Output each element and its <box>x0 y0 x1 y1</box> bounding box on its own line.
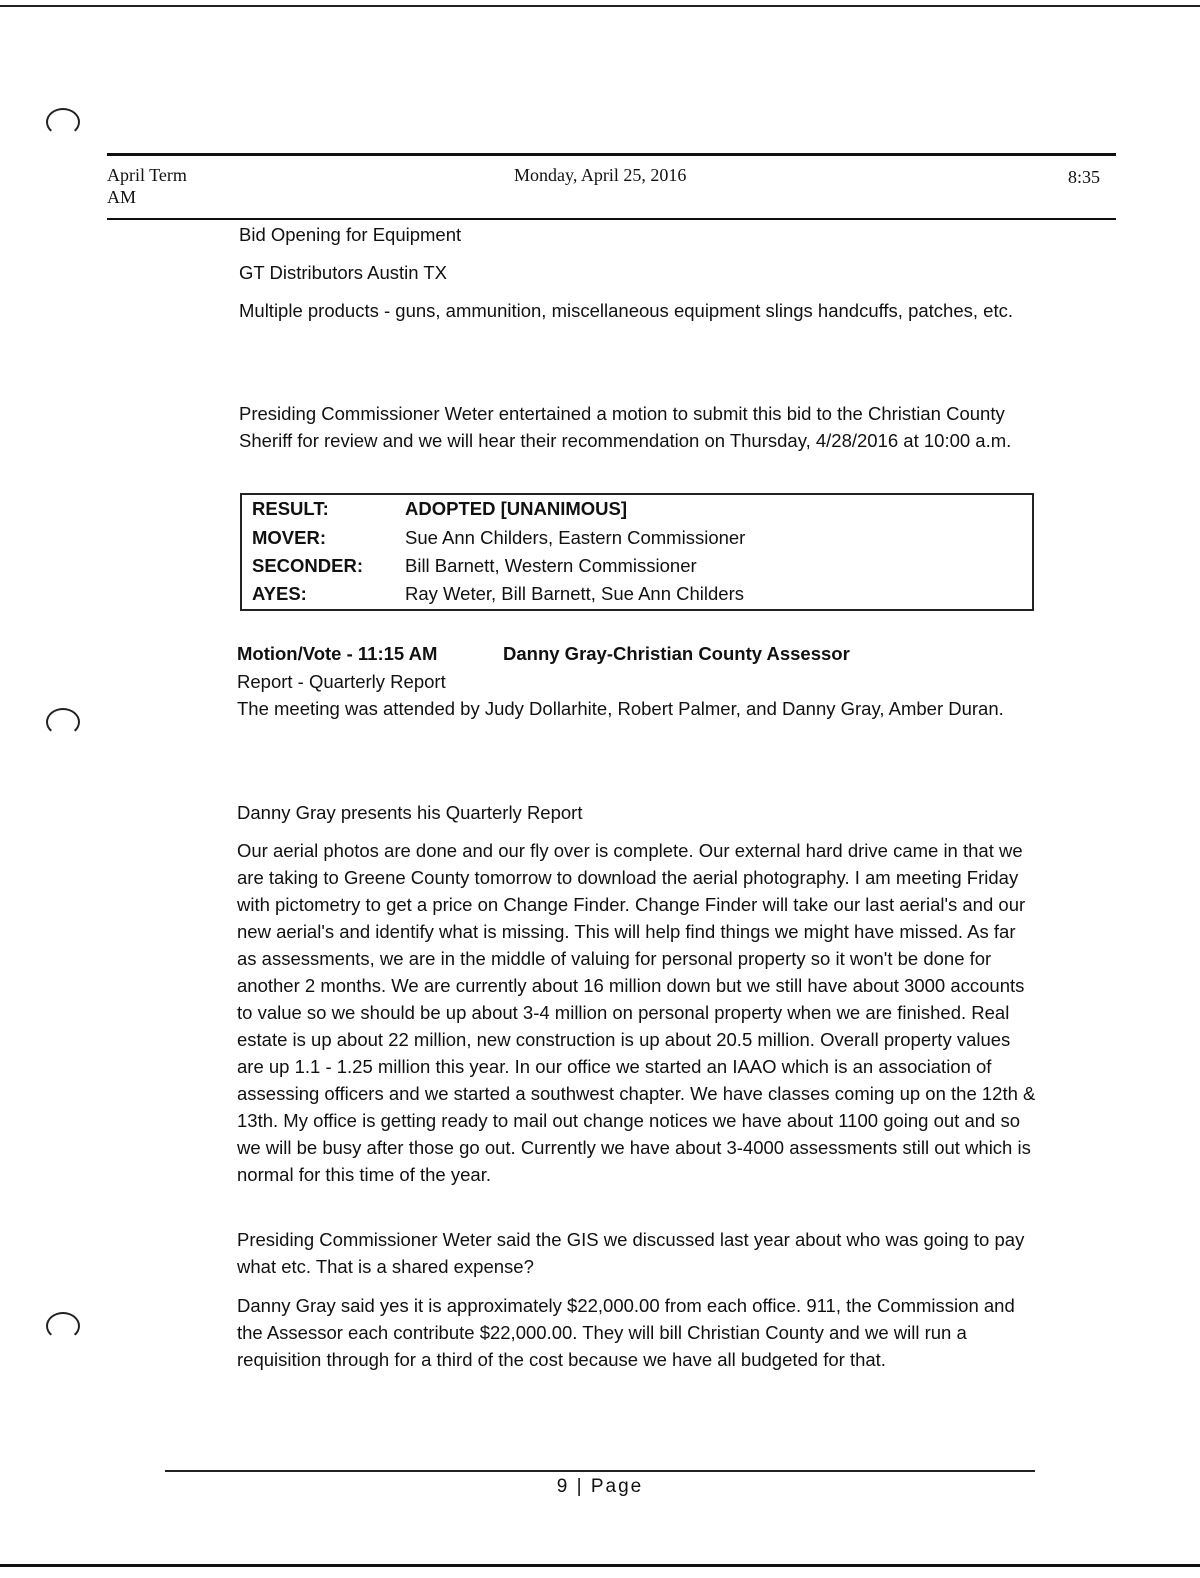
header-rule-bottom <box>107 218 1116 220</box>
bid-motion-paragraph: Presiding Commissioner Weter entertained a motion to submit this bid to the Christian County Sheriff for review and we will hear their recommendation on Thursday, 4/28/2016 at 10:00 a.m. <box>239 403 1012 451</box>
header-date: Monday, April 25, 2016 <box>514 165 687 185</box>
punch-hole-mark <box>46 1312 80 1340</box>
danny-reply-paragraph: Danny Gray said yes it is approximately $22,000.00 from each office. 911, the Commission and the Assessor each contribute $22,000.00. They will bill Christian County and we will run a requisition through for a third of the cost because we have all budgeted for that. <box>237 1295 1015 1370</box>
mover-label: MOVER: <box>252 527 326 548</box>
mover-value: Sue Ann Childers, Eastern Commissioner <box>405 527 746 548</box>
header-term: April Term AM <box>107 165 187 207</box>
seconder-label: SECONDER: <box>252 555 364 576</box>
punch-hole-mark <box>46 108 80 136</box>
attendance-paragraph: The meeting was attended by Judy Dollarhite, Robert Palmer, and Danny Gray, Amber Duran. <box>237 698 1004 719</box>
quarterly-intro: Danny Gray presents his Quarterly Report <box>237 802 583 823</box>
result-value: ADOPTED [UNANIMOUS] <box>405 498 627 519</box>
footer-rule <box>165 1470 1035 1472</box>
punch-hole-mark <box>46 708 80 736</box>
header-time: 8:35 <box>1068 167 1101 187</box>
page-top-edge <box>0 5 1200 7</box>
vote-result-table <box>240 493 1034 611</box>
result-label: RESULT: <box>252 498 329 519</box>
page-bottom-edge <box>0 1564 1200 1567</box>
ayes-value: Ray Weter, Bill Barnett, Sue Ann Childers <box>405 583 744 604</box>
ayes-label: AYES: <box>252 583 307 604</box>
page-number: 9 | Page <box>556 1476 644 1497</box>
bid-products: Multiple products - guns, ammunition, miscellaneous equipment slings handcuffs, patches, etc. <box>239 300 1013 321</box>
quarterly-body-paragraph: Our aerial photos are done and our fly over is complete. Our external hard drive came in that we are taking to Greene County tomorrow to download the aerial photography. I am meeting Friday with pictometry to get a price on Change Finder. Change Finder will take our last aerial's and our new aerial's and identify what is missing. This will help find things we might have missed. As far as assessments, we are in the middle of valuing for personal property so it won't be done for another 2 months. We are currently about 16 million down but we still have about 3000 accounts to value so we should be up about 3-4 million on personal property when we are finished. Real estate is up about 22 million, new construction is up about 20.5 million. Overall property values are up 1.1 - 1.25 million this year. In our office we started an IAAO which is an association of assessing officers and we started a southwest chapter. We have classes coming up on the 12th & 13th. My office is getting ready to mail out change notices we have about 1100 going out and so we will be busy after those go out. Currently we have about 3-4000 assessments still out which is normal for this time of the year. <box>237 840 1036 1185</box>
motion-vote-time: Motion/Vote - 11:15 AM <box>237 643 438 664</box>
motion-vote-subject: Danny Gray-Christian County Assessor <box>503 643 850 664</box>
seconder-value: Bill Barnett, Western Commissioner <box>405 555 697 576</box>
bid-title: Bid Opening for Equipment <box>239 224 462 245</box>
header-rule-top <box>107 153 1116 156</box>
gis-question-paragraph: Presiding Commissioner Weter said the GIS we discussed last year about who was going to pay what etc. That is a shared expense? <box>237 1229 1025 1277</box>
motion-vote-heading <box>237 641 850 667</box>
bid-distributor: GT Distributors Austin TX <box>239 262 448 283</box>
report-line: Report - Quarterly Report <box>237 671 446 692</box>
